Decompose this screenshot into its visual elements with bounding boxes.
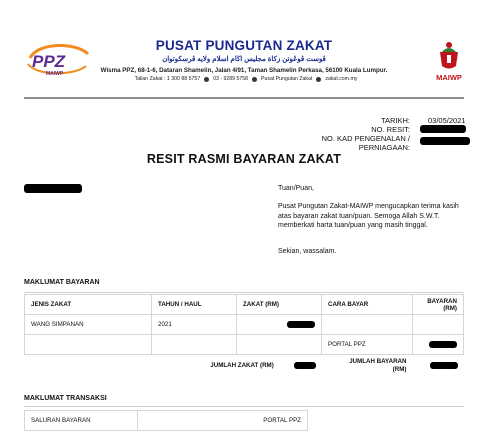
payment-section-title: MAKLUMAT BAYARAN xyxy=(24,279,100,286)
total-payment-redacted xyxy=(430,362,458,369)
header-divider xyxy=(24,97,464,99)
web-text: zakat.com.my xyxy=(325,76,358,82)
table-row xyxy=(25,411,308,431)
receipt-label: NO. RESIT: xyxy=(371,125,410,134)
fax-text: 03 - 9289 5758 xyxy=(213,76,249,82)
cell-empty xyxy=(152,335,237,355)
table-row xyxy=(25,315,464,335)
cell-zakat-amount xyxy=(237,315,322,335)
cell-payment-amount xyxy=(413,335,464,355)
ppz-logo xyxy=(24,44,94,78)
cell-empty xyxy=(25,335,152,355)
svg-text:MAIWP: MAIWP xyxy=(46,71,64,77)
maiwp-logo xyxy=(436,40,462,72)
col-header-payment: BAYARAN (RM) xyxy=(413,295,464,315)
total-payment-label xyxy=(322,355,413,377)
col-header-method: CARA BAYAR xyxy=(322,295,413,315)
transaction-section-title: MAKLUMAT TRANSAKSI xyxy=(24,395,107,402)
col-header-type: JENIS ZAKAT xyxy=(25,295,152,315)
contact-line xyxy=(116,76,376,82)
total-zakat-label xyxy=(152,355,322,377)
cell-total-payment xyxy=(413,355,464,377)
facebook-icon xyxy=(252,77,257,82)
date-label: TARIKH: xyxy=(380,116,410,125)
salutation: Tuan/Puan, xyxy=(278,185,314,192)
cell-empty xyxy=(25,355,152,377)
payment-table xyxy=(24,294,464,377)
payment-header-row xyxy=(25,295,464,315)
phone-text: Talian Zakat : 1 300 88 5757 xyxy=(134,76,201,82)
col-header-zakat: ZAKAT (RM) xyxy=(237,295,322,315)
payment-section-rule xyxy=(24,292,464,293)
id-label-line1: NO. KAD PENGENALAN / xyxy=(321,134,410,143)
table-row xyxy=(25,335,464,355)
org-address: Wisma PPZ, 68-1-6, Dataran Shamelin, Jalan 4/91, Taman Shamelin Perkasa, 56100 Kuala Lumpur. xyxy=(100,67,388,74)
date-value: 03/05/2021 xyxy=(428,116,466,125)
col-header-year: TAHUN / HAUL xyxy=(152,295,237,315)
totals-row xyxy=(25,355,464,377)
cell-year: 2021 xyxy=(152,315,237,335)
receipt-redacted xyxy=(420,125,466,133)
total-payment-label-line2: (RM) xyxy=(392,365,407,373)
channel-label: SALURAN BAYARAN xyxy=(25,411,138,431)
total-zakat-label-text: JUMLAH ZAKAT (RM) xyxy=(210,362,274,370)
cell-method: PORTAL PPZ xyxy=(322,335,413,355)
payment-amount-redacted xyxy=(429,341,457,348)
payer-name-redacted xyxy=(24,184,82,193)
id-label-line2: PERNIAGAAN: xyxy=(358,143,410,152)
closing: Sekian, wassalam. xyxy=(278,248,337,255)
ppz-logo-text: PPZ xyxy=(32,52,66,71)
total-payment-label-line1: JUMLAH BAYARAN xyxy=(349,357,407,365)
fax-icon xyxy=(204,77,209,82)
channel-value: PORTAL PPZ xyxy=(138,411,308,431)
org-name: PUSAT PUNGUTAN ZAKAT xyxy=(155,38,333,53)
maiwp-label: MAIWP xyxy=(436,73,462,82)
web-icon xyxy=(316,77,321,82)
zakat-amount-redacted xyxy=(287,321,315,328)
transaction-table xyxy=(24,410,308,431)
cell-payment-empty xyxy=(413,315,464,335)
org-name-jawi: ڤوست ڤوڠوتن زکاة مجليس اڬام اسلام ولايه ڤرسکوتوان xyxy=(162,56,326,63)
cell-empty xyxy=(237,335,322,355)
cell-zakat-type: WANG SIMPANAN xyxy=(25,315,152,335)
thank-you-message: Pusat Pungutan Zakat-MAIWP mengucapkan terima kasih atas bayaran zakat tuan/puan. Semoga Allah S.W.T. memberkati harta tuan/puan yang masih tinggal. xyxy=(278,203,459,229)
total-zakat-redacted xyxy=(294,362,316,369)
facebook-text: Pusat Pungutan Zakat xyxy=(261,76,313,82)
transaction-section-rule xyxy=(24,406,464,407)
page-title: RESIT RASMI BAYARAN ZAKAT xyxy=(146,152,342,166)
id-redacted xyxy=(420,137,470,145)
cell-method-empty xyxy=(322,315,413,335)
